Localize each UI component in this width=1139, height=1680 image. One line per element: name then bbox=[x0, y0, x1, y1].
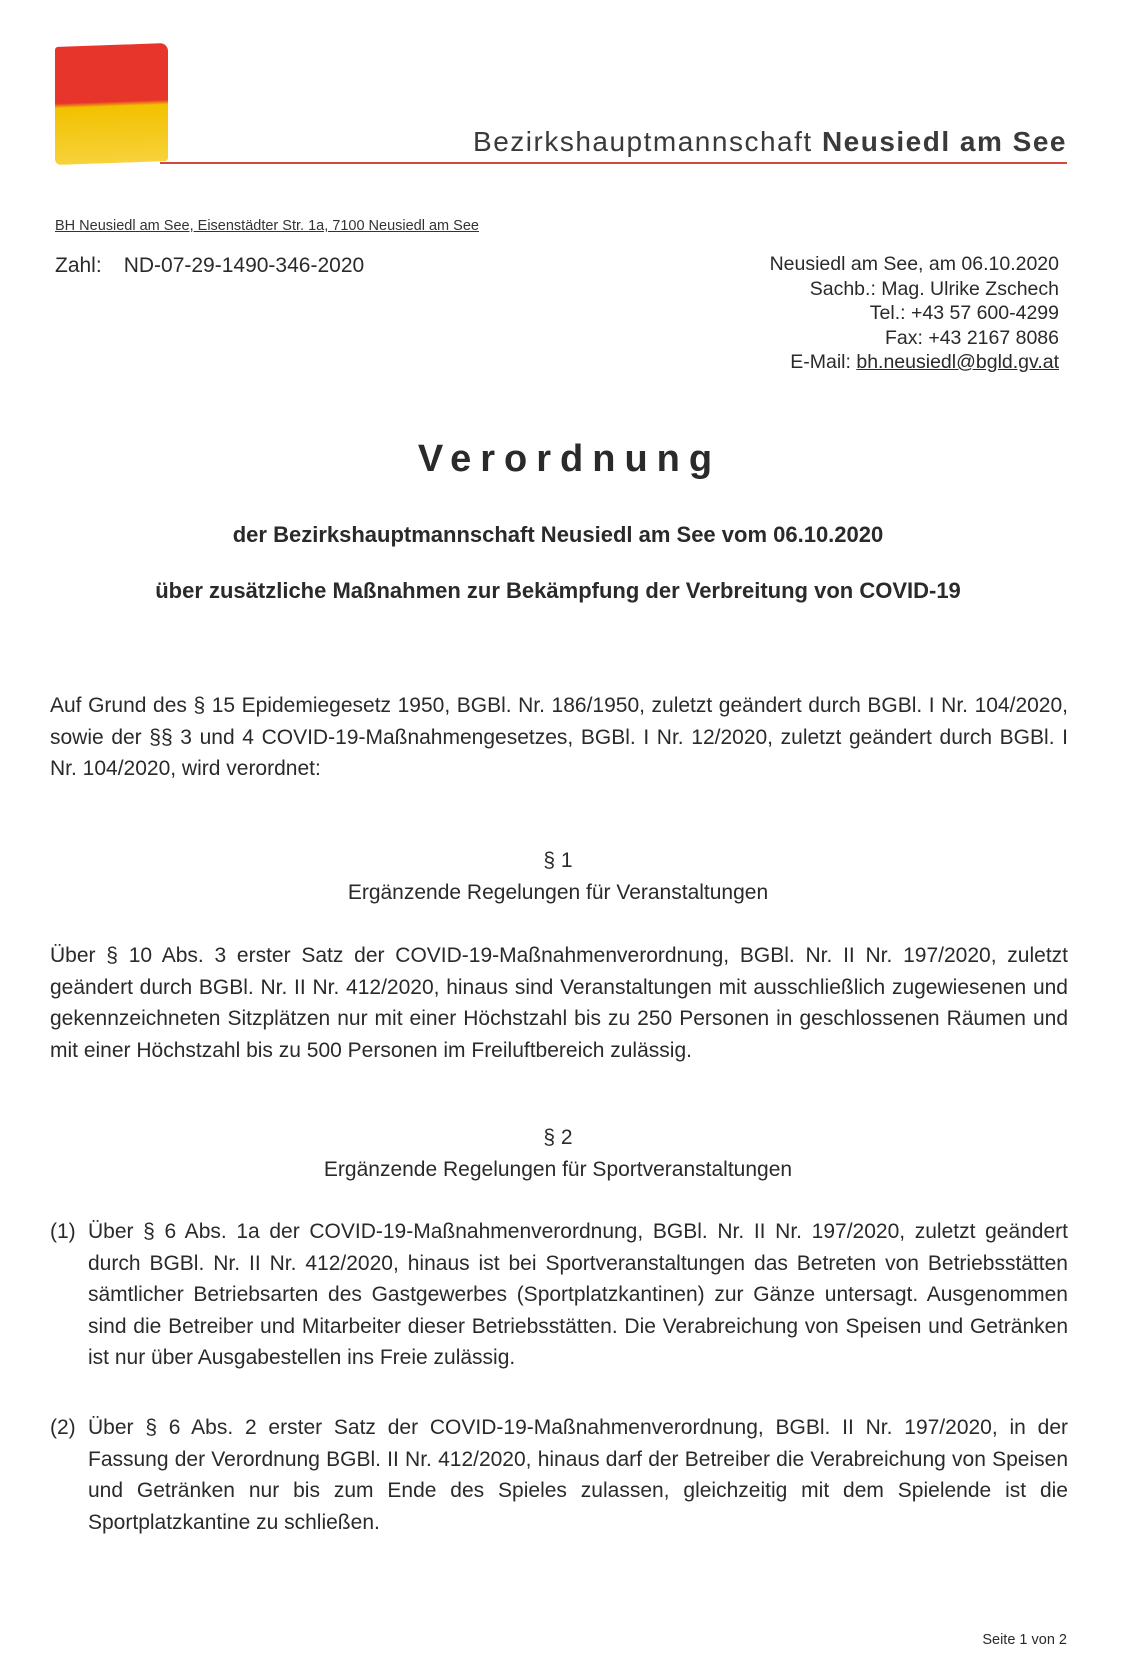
email-link[interactable]: bh.neusiedl@bgld.gv.at bbox=[856, 351, 1059, 373]
reference-label: Zahl: bbox=[55, 254, 102, 277]
contact-block bbox=[770, 252, 1059, 375]
section-2-item-1 bbox=[50, 1216, 1068, 1374]
section-1-number: § 1 bbox=[543, 849, 573, 872]
email-line: E-Mail: bh.neusiedl@bgld.gv.at bbox=[790, 351, 1059, 373]
section-1-text: Über § 10 Abs. 3 erster Satz der COVID-19-Maßnahmenverordnung, BGBl. Nr. II Nr. 197/2020, zuletzt geändert durch BGBl. Nr. II Nr. 412/2020, hinaus sind Veranstaltungen mit ausschließlich zugewiesenen und gekennzeichneten Sitzplätzen nur mit einer Höchstzahl bis zu 250 Personen in geschlossenen Räumen und mit einer Höchstzahl bis zu 500 Personen im Freiluftbereich zulässig. bbox=[50, 944, 1068, 1062]
fax: Fax: +43 2167 8086 bbox=[884, 326, 1059, 349]
reference-value: ND-07-29-1490-346-2020 bbox=[123, 254, 365, 277]
preamble: Auf Grund des § 15 Epidemiegesetz 1950, BGBl. Nr. 186/1950, zuletzt geändert durch BGBl. I Nr. 104/2020, sowie der §§ 3 und 4 COVID-19-Maßnahmengesetzes, BGBl. I Nr. 12/2020, zuletzt geändert durch BGBl. I Nr. 104/2020, wird verordnet: bbox=[50, 694, 1068, 780]
section-2-item-2 bbox=[50, 1412, 1068, 1538]
item-number: (2) bbox=[50, 1416, 76, 1439]
section-1-heading: Ergänzende Regelungen für Veranstaltungen bbox=[347, 881, 769, 904]
telephone: Tel.: +43 57 600-4299 bbox=[869, 302, 1059, 324]
return-address: BH Neusiedl am See, Eisenstädter Str. 1a, 7100 Neusiedl am See bbox=[55, 218, 479, 234]
letterhead-rule bbox=[160, 162, 1067, 164]
section-2-number: § 2 bbox=[543, 1126, 573, 1149]
burgenland-flag-logo bbox=[55, 43, 168, 165]
authority-name: Bezirkshauptmannschaft Neusiedl am See bbox=[473, 126, 1067, 157]
page-number: Seite 1 von 2 bbox=[982, 1632, 1067, 1648]
reference-number bbox=[55, 254, 364, 278]
item-text: Über § 6 Abs. 2 erster Satz der COVID-19-Maßnahmenverordnung, BGBl. II Nr. 197/2020, in der Fassung der Verordnung BGBl. II Nr. 412/2020, hinaus darf der Betreiber die Verabreichung von Speisen und Getränken nur bis zum Ende des Spieles zulassen, gleichzeitig mit dem Spielende ist die Sportplatzkantine zu schließen. bbox=[88, 1416, 1068, 1534]
item-number: (1) bbox=[50, 1220, 76, 1243]
section-2-heading: Ergänzende Regelungen für Sportveranstaltungen bbox=[323, 1158, 793, 1181]
document-title: Verordnung bbox=[417, 438, 722, 480]
document-subtitle-1: der Bezirkshauptmannschaft Neusiedl am See vom 06.10.2020 bbox=[232, 522, 884, 547]
place-date: Neusiedl am See, am 06.10.2020 bbox=[769, 253, 1059, 275]
clerk: Sachb.: Mag. Ulrike Zschech bbox=[809, 277, 1059, 300]
item-text: Über § 6 Abs. 1a der COVID-19-Maßnahmenverordnung, BGBl. Nr. II Nr. 197/2020, zuletzt geändert durch BGBl. Nr. II Nr. 412/2020, hinaus ist bei Sportveranstaltungen das Betreten von Betriebsstätten sämtlicher Betriebsarten des Gastgewerbes (Sportplatzkantinen) zur Gänze untersagt. Ausgenommen sind die Betreiber und Mitarbeiter dieser Betriebsstätten. Die Verabreichung von Speisen und Getränken ist nur über Ausgabestellen ins Freie zulässig. bbox=[88, 1220, 1068, 1369]
document-subtitle-2: über zusätzliche Maßnahmen zur Bekämpfung der Verbreitung von COVID-19 bbox=[155, 578, 961, 603]
